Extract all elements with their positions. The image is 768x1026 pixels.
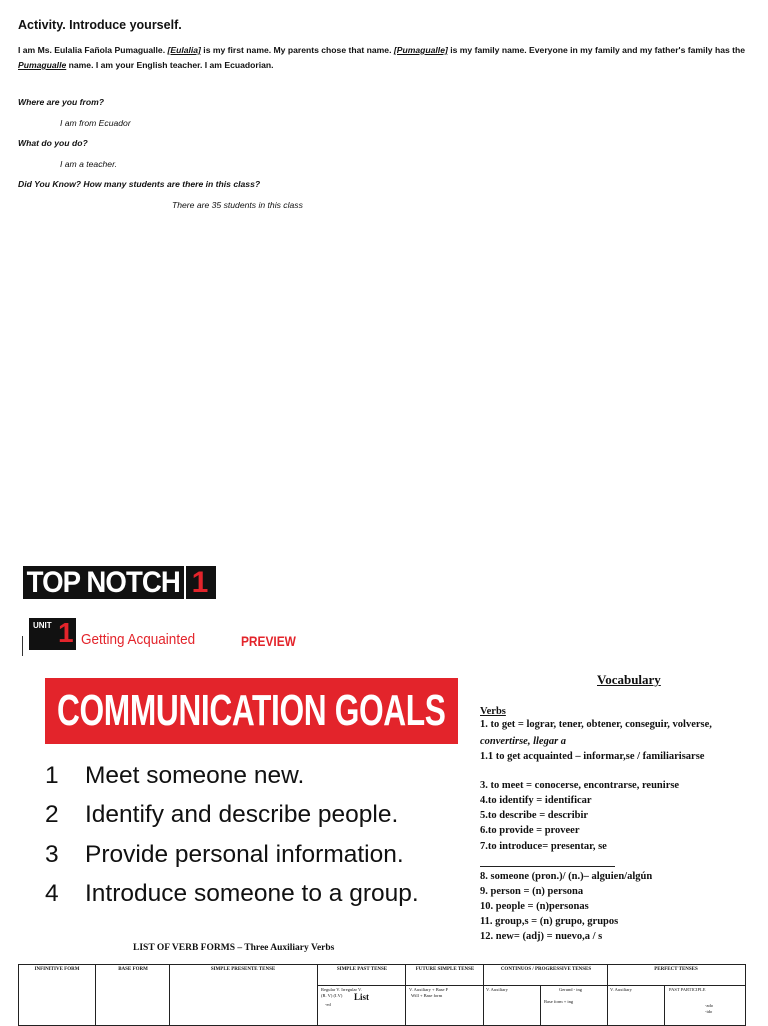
- past-suffix: -ed: [325, 1002, 331, 1007]
- participle-suffix-ado: -ado: [705, 1003, 713, 1008]
- header-simple-past: SIMPLE PAST TENSE: [336, 967, 388, 972]
- vocabulary-heading: Vocabulary: [597, 672, 661, 687]
- unit-word: UNIT: [33, 621, 52, 630]
- table-column-divider: [169, 965, 170, 1025]
- goal-item: [45, 800, 398, 830]
- header-simple-present: SIMPLE PRESENTE TENSE: [210, 967, 276, 972]
- family-name-2: Pumagualle: [18, 60, 67, 70]
- goal-text: Identify and describe people.: [85, 801, 399, 828]
- unit-number: 1: [58, 617, 74, 648]
- goal-item: [45, 879, 419, 909]
- table-column-divider: [405, 965, 406, 1025]
- intro-text-4: name. I am your English teacher. I am Ecuadorian.: [66, 60, 274, 70]
- vocab-line: 8. someone (pron.)/ (n.)– alguien/algún: [480, 871, 653, 882]
- goal-text: Meet someone new.: [85, 762, 305, 789]
- vocab-line: 3. to meet = conocerse, encontrarse, reunirse: [480, 780, 680, 791]
- table-column-divider: [317, 965, 318, 1025]
- verbs-label: Verbs: [480, 706, 506, 717]
- activity-title: [18, 18, 182, 32]
- verb-forms-table: [18, 964, 746, 1026]
- table-column-divider: [607, 965, 608, 1025]
- continuous-subheader: V. Auxiliary: [486, 987, 508, 992]
- activity-label: Activity: [18, 18, 63, 32]
- past-subheader: Regular V. Irregular V.: [321, 987, 362, 992]
- intro-text-1: I am Ms. Eulalia Fañola Pumagualle.: [18, 45, 168, 55]
- goal-number: 2: [45, 801, 59, 828]
- vocab-line: 12. new= (adj) = nuevo,a / s: [480, 931, 603, 942]
- future-subheader-2: Will + Base form: [411, 993, 443, 998]
- communication-goals-header: COMMUNICATION GOALS: [57, 686, 446, 735]
- vocab-line: 1.1 to get acquainted – informar,se / familiarisarse: [480, 751, 705, 762]
- verb-forms-title: LIST OF VERB FORMS – Three Auxiliary Verbs: [133, 943, 335, 953]
- answer-what: I am a teacher.: [60, 159, 118, 169]
- vocab-line: 4.to identify = identificar: [480, 795, 592, 806]
- activity-title-text: . Introduce yourself.: [62, 18, 182, 32]
- vocab-line: 9. person = (n) persona: [480, 886, 584, 897]
- table-column-divider: [483, 965, 484, 1025]
- header-infinitive: INFINITIVE FORM: [34, 967, 80, 972]
- header-perfect: PERFECT TENSES: [654, 967, 698, 972]
- past-subheader-2: (R. V) (I.V): [321, 993, 343, 998]
- goal-number: 3: [45, 841, 59, 868]
- header-base-form: BASE FORM: [118, 967, 148, 972]
- question-where: Where are you from?: [18, 97, 104, 107]
- goal-item: [45, 840, 404, 870]
- header-future: FUTURE SIMPLE TENSE: [415, 967, 475, 972]
- past-participle-subheader: PAST PARTICIPLE: [669, 987, 706, 992]
- first-name: [Eulalia]: [167, 45, 201, 55]
- goal-text: Introduce someone to a group.: [85, 880, 419, 907]
- answer-where: I am from Ecuador: [60, 118, 131, 128]
- goal-item: [45, 761, 304, 791]
- gerund-subheader: Gerund - ing: [559, 987, 582, 992]
- goal-number: 1: [45, 762, 59, 789]
- intro-text-2: is my first name. My parents chose that name.: [200, 45, 394, 55]
- intro-text-3: is my family name. Everyone in my family and my father's family has the: [447, 45, 746, 55]
- table-column-divider: [664, 985, 665, 1025]
- list-label: List: [354, 992, 370, 1002]
- participle-suffix-ido: -ido: [705, 1009, 713, 1014]
- top-notch-number: 1: [186, 566, 217, 599]
- goal-number: 4: [45, 880, 59, 907]
- perfect-subheader: V. Auxiliary: [610, 987, 632, 992]
- header-continuous: CONTINUOS / PROGRESSIVE TENSES: [500, 967, 592, 972]
- gerund-rule: Base form + ing: [544, 999, 574, 1004]
- top-notch-logo: [23, 566, 216, 599]
- unit-divider: [22, 636, 23, 656]
- goal-text: Provide personal information.: [85, 841, 404, 868]
- question-what: What do you do?: [18, 138, 88, 148]
- vocab-line: 11. group,s = (n) grupo, grupos: [480, 916, 619, 927]
- vocab-cut-line: [480, 929, 640, 942]
- future-subheader: V. Auxiliary + Base F: [409, 987, 449, 992]
- question-students: Did You Know? How many students are there in this class?: [18, 179, 261, 189]
- top-notch-word: TOP NOTCH: [23, 566, 184, 599]
- answer-students: There are 35 students in this class: [172, 200, 303, 210]
- vocab-line: 10. people = (n)personas: [480, 901, 589, 912]
- vocab-separator: [480, 866, 615, 867]
- vocab-line: 7.to introduce= presentar, se: [480, 841, 607, 852]
- preview-label: PREVIEW: [241, 633, 296, 649]
- table-column-divider: [95, 965, 96, 1025]
- family-name: [Pumagualle]: [393, 45, 448, 55]
- unit-title: Getting Acquainted: [81, 631, 196, 648]
- vocab-line: 6.to provide = proveer: [480, 825, 580, 836]
- table-column-divider: [540, 985, 541, 1025]
- vocab-line: 1. to get = lograr, tener, obtener, conseguir, volverse,: [480, 719, 712, 730]
- table-header-line: [317, 985, 745, 986]
- vocab-line: convertirse, llegar a: [480, 736, 567, 747]
- vocab-line: 5.to describe = describir: [480, 810, 589, 821]
- intro-paragraph: [18, 43, 753, 73]
